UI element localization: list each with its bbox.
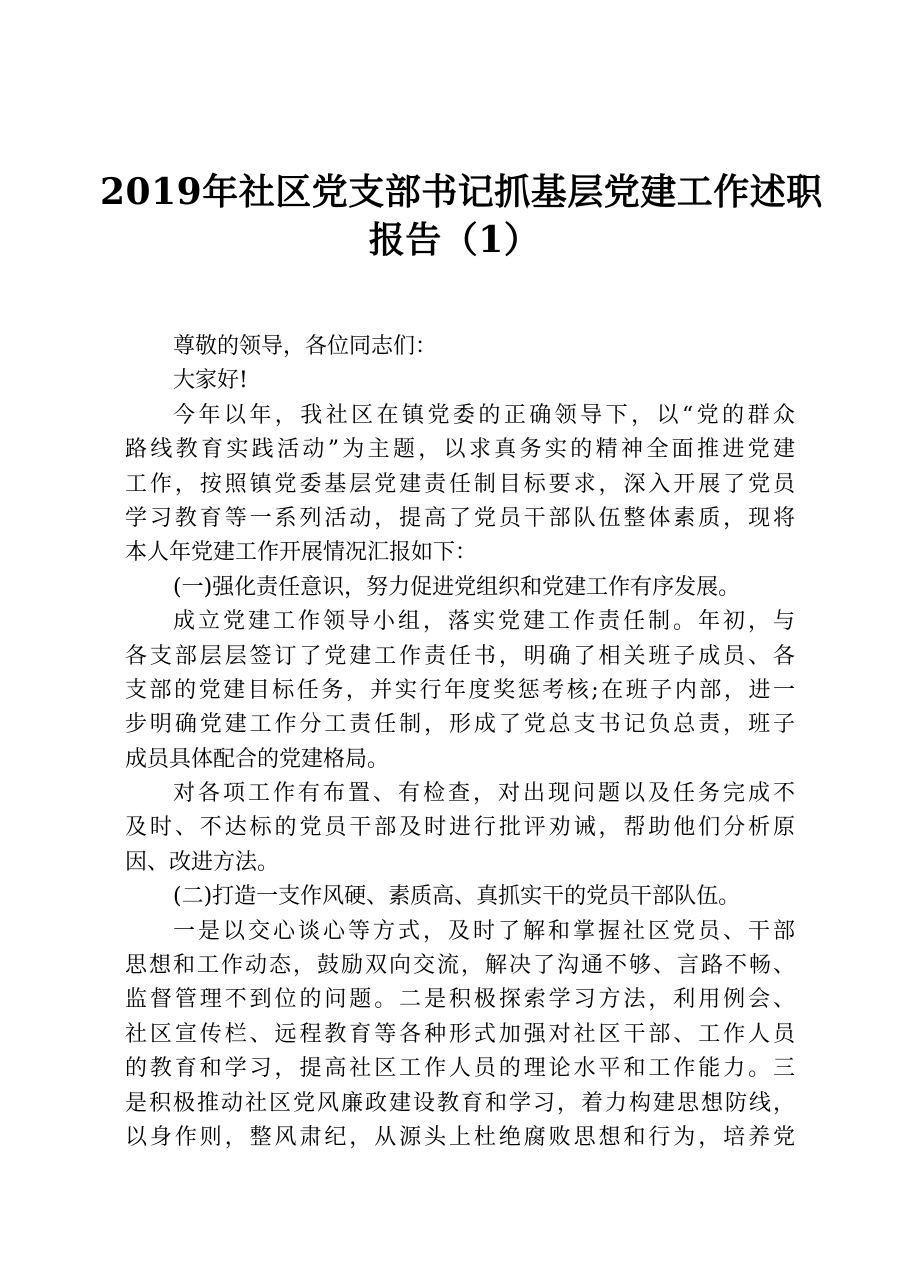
document-body: [125, 330, 795, 1155]
body-text-line: 社区宣传栏、远程教育等各种形式加强对社区干部、工作人员: [125, 1021, 795, 1047]
body-text-line: (二)打造一支作风硬、素质高、真抓实干的党员干部队伍。: [173, 884, 741, 910]
body-text-line: 成员具体配合的党建格局。: [125, 746, 390, 772]
body-text-line: 监督管理不到位的问题。二是积极探索学习方法，利用例会、: [125, 987, 795, 1013]
document-title-line-1: 2019年社区党支部书记抓基层党建工作述职: [100, 171, 823, 213]
body-text-line: 本人年党建工作开展情况汇报如下：: [125, 540, 478, 566]
body-text-line: 路线教育实践活动”为主题，以求真务实的精神全面推进党建: [125, 437, 795, 463]
body-text-line: 支部的党建目标任务，并实行年度奖惩考核;在班子内部，进一: [125, 677, 795, 703]
body-text-line: 各支部层层签订了党建工作责任书，明确了相关班子成员、各: [125, 643, 795, 669]
body-text-line: 对各项工作有布置、有检查，对出现问题以及任务完成不: [173, 781, 795, 807]
body-text-line: 尊敬的领导，各位同志们：: [173, 334, 438, 359]
body-text-line: 学习教育等一系列活动，提高了党员干部队伍整体素质，现将: [125, 505, 795, 531]
body-text-line: 思想和工作动态，鼓励双向交流，解决了沟通不够、言路不畅、: [125, 953, 795, 979]
body-text-line: 因、改进方法。: [125, 849, 280, 875]
body-text-line: 及时、不达标的党员干部及时进行批评劝诫，帮助他们分析原: [125, 815, 795, 841]
body-text-line: 成立党建工作领导小组，落实党建工作责任制。年初，与: [173, 609, 795, 635]
body-text-line: (一)强化责任意识，努力促进党组织和党建工作有序发展。: [173, 574, 741, 600]
body-text-line: 是积极推动社区党风廉政建设教育和学习，着力构建思想防线，: [125, 1090, 795, 1116]
body-text-line: 步明确党建工作分工责任制，形成了党总支书记负总责，班子: [125, 712, 795, 738]
body-text-line: 今年以年，我社区在镇党委的正确领导下，以“党的群众: [173, 402, 795, 428]
body-text-line: 以身作则，整风肃纪，从源头上杜绝腐败思想和行为，培养党: [125, 1124, 795, 1150]
body-text-line: 的教育和学习，提高社区工作人员的理论水平和工作能力。三: [125, 1056, 795, 1082]
body-text-line: 一是以交心谈心等方式，及时了解和掌握社区党员、干部: [173, 918, 795, 944]
body-text-line: 大家好!: [173, 368, 248, 394]
body-text-line: 工作，按照镇党委基层党建责任制目标要求，深入开展了党员: [125, 471, 795, 497]
document-title-line-2: 报告（1）: [368, 219, 541, 261]
